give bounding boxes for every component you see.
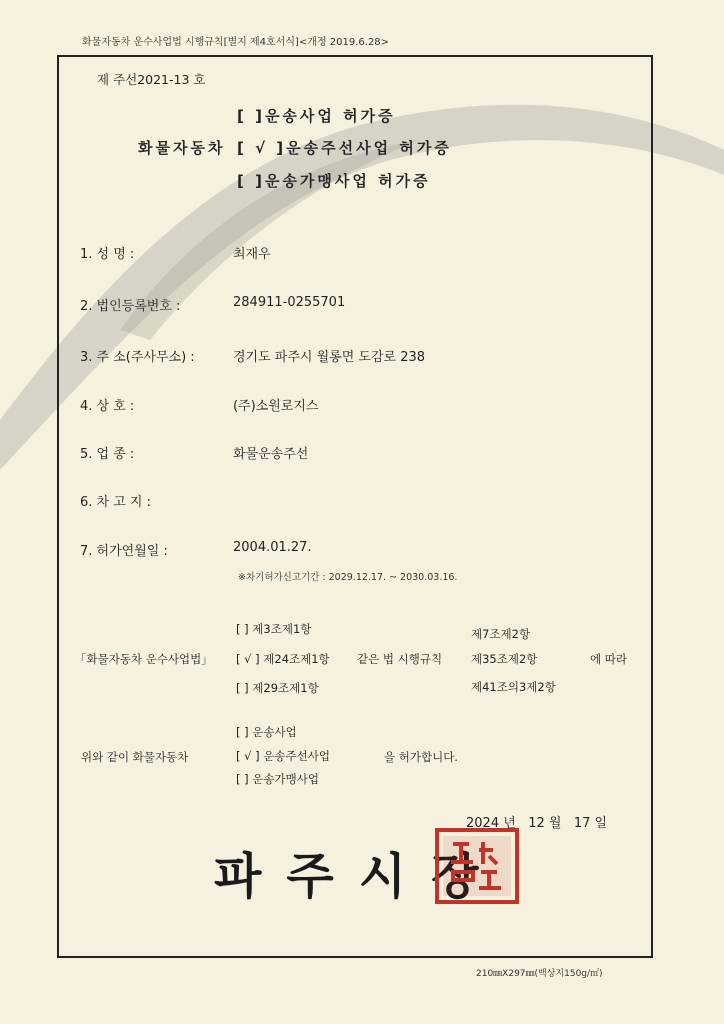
issue-month: 12	[528, 816, 545, 831]
paper-size-note: 210㎜X297㎜(백상지150g/㎡)	[476, 969, 603, 979]
article-option	[236, 680, 319, 696]
title-option-label: 운송사업 허가증	[264, 107, 396, 125]
grant-option	[236, 724, 297, 740]
corp-number-label: 2. 법인등록번호 :	[80, 299, 181, 314]
title-option-transport	[237, 105, 396, 126]
address-value: 경기도 파주시 월롱면 도감로 238	[233, 350, 426, 365]
issue-year-unit: 년	[503, 816, 516, 831]
garage-label: 6. 차 고 지 :	[80, 495, 151, 510]
business-type-label: 5. 업 종 :	[80, 447, 135, 462]
grant-checkbox: [ √ ]	[236, 749, 260, 763]
name-label: 1. 성 명 :	[80, 247, 135, 262]
grant-option	[236, 771, 319, 787]
trade-name-label: 4. 상 호 :	[80, 399, 135, 414]
article-option	[236, 651, 330, 667]
grant-text: 운송사업	[252, 725, 297, 739]
title-option-franchise	[237, 170, 431, 191]
grant-suffix: 을 허가합니다.	[384, 750, 458, 764]
article-checkbox: [ √ ]	[236, 652, 260, 666]
issue-month-unit: 월	[548, 816, 562, 831]
article-text: 제29조제1항	[252, 681, 319, 695]
issue-year: 2024	[466, 816, 500, 831]
title-option-label: 운송주선사업 허가증	[286, 139, 452, 157]
name-value: 최재우	[233, 247, 271, 262]
law-name: 「화물자동차 운수사업법」	[75, 652, 213, 666]
business-type-value: 화물운송주선	[233, 447, 309, 462]
article-option	[236, 621, 311, 637]
official-seal-stamp	[431, 826, 523, 906]
grant-text: 운송주선사업	[263, 749, 330, 763]
article-checkbox: [ ]	[236, 622, 249, 636]
issue-day: 17	[573, 816, 591, 831]
permit-date-label: 7. 허가연월일 :	[80, 544, 168, 559]
article-checkbox: [ ]	[236, 681, 249, 695]
rule-article: 제35조제2항	[471, 652, 538, 666]
issue-day-unit: 일	[594, 816, 608, 831]
grant-option	[236, 748, 330, 764]
law-ending: 에 따라	[590, 652, 627, 666]
title-option-label: 운송가맹사업 허가증	[264, 172, 431, 190]
grant-text: 운송가맹사업	[252, 772, 319, 786]
article-text: 제24조제1항	[263, 652, 330, 666]
grant-checkbox: [ ]	[236, 725, 249, 739]
issuer-name: 파 주 시 장	[214, 847, 483, 905]
grant-prefix: 위와 같이 화물자동차	[81, 750, 189, 764]
form-header: 화물자동차 운수사업법 시행규칙[별지 제4호서식]<개정 2019.6.28>	[82, 37, 390, 48]
address-label: 3. 주 소(주사무소) :	[80, 350, 195, 365]
corp-number-value: 284911-0255701	[233, 295, 346, 310]
rule-article: 제7조제2항	[471, 627, 531, 641]
permit-date-value: 2004.01.27.	[233, 540, 312, 555]
title-option-forwarding	[237, 137, 452, 158]
trade-name-value: (주)소원로지스	[233, 399, 319, 414]
title-prefix: 화물자동차	[138, 139, 226, 157]
title-checkbox: [ ]	[237, 172, 265, 190]
article-text: 제3조제1항	[252, 622, 312, 636]
law-rule-middle: 같은 법 시행규칙	[357, 652, 443, 666]
grant-checkbox: [ ]	[236, 772, 249, 786]
document-number: 제 주선2021-13 호	[97, 72, 206, 87]
rule-article: 제41조의3제2항	[471, 680, 556, 694]
title-checkbox: [ ]	[237, 107, 265, 125]
next-report-period: ※차기허가신고기간 : 2029.12.17. ~ 2030.03.16.	[238, 572, 458, 583]
title-checkbox: [ √ ]	[237, 139, 287, 157]
